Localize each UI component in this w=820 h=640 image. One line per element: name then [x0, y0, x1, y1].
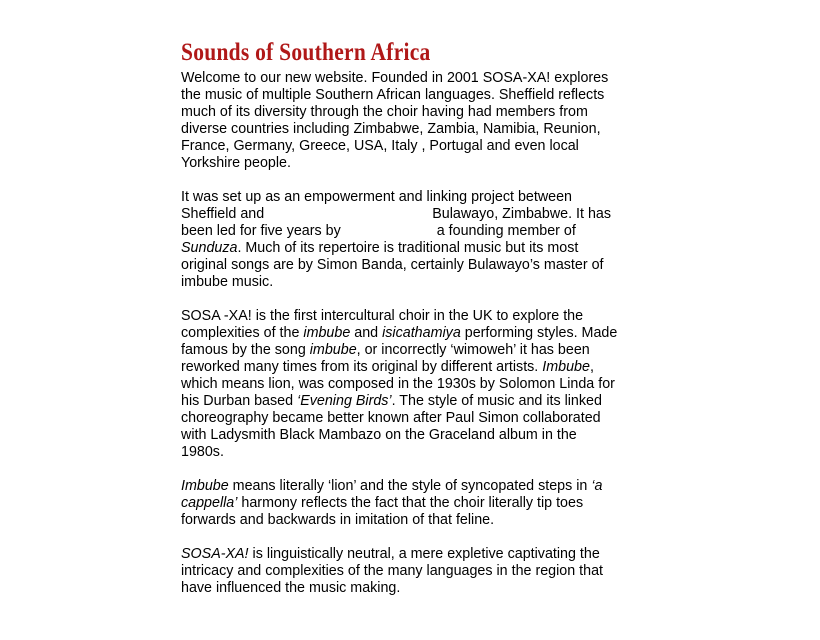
text-line: which means lion, was composed in the 1930s by Solomon Linda for — [181, 376, 615, 392]
imbube-paragraph — [181, 308, 641, 461]
text-run: and — [350, 325, 383, 341]
text-line — [181, 206, 641, 223]
history-paragraph — [181, 189, 641, 291]
text-run: Bulawayo, Zimbabwe. It has — [432, 206, 612, 222]
text-run: famous by the song — [181, 342, 310, 358]
text-run: , — [589, 359, 594, 375]
text-run: performing styles. Made — [460, 325, 618, 341]
text-line: France, Germany, Greece, USA, Italy , Portugal and even local — [181, 138, 579, 154]
text-run: been led for five years by — [181, 223, 341, 239]
text-line — [181, 478, 641, 495]
text-line: much of its diversity through the choir having had members from — [181, 104, 588, 120]
emphasis: Imbube — [181, 478, 229, 494]
text-run: complexities of the — [181, 325, 304, 341]
text-line: with Ladysmith Black Mambazo on the Graceland album in the — [181, 427, 577, 443]
emphasis: Imbube — [542, 359, 590, 375]
text-line: It was set up as an empowerment and linking project between — [181, 189, 573, 205]
text-line: forwards and backwards in imitation of that feline. — [181, 512, 495, 528]
text-line — [181, 342, 641, 359]
text-line: have influenced the music making. — [181, 580, 401, 596]
document-body — [181, 38, 641, 614]
emphasis: SOSA-XA! — [181, 546, 249, 562]
emphasis: ‘a — [591, 478, 603, 494]
text-line: imbube music. — [181, 274, 274, 290]
text-run: means literally ‘lion’ and the style of syncopated steps in — [228, 478, 592, 494]
text-line: 1980s. — [181, 444, 224, 460]
text-line: Yorkshire people. — [181, 155, 291, 171]
text-run: harmony reflects the fact that the choir literally tip toes — [237, 495, 584, 511]
text-line — [181, 393, 641, 410]
emphasis: isicathamiya — [382, 325, 461, 341]
text-run: his Durban based — [181, 393, 298, 409]
text-line — [181, 223, 641, 240]
text-run: . The style of music and its linked — [391, 393, 602, 409]
text-line: diverse countries including Zimbabwe, Zambia, Namibia, Reunion, — [181, 121, 601, 137]
emphasis: imbube — [303, 325, 351, 341]
text-line — [181, 325, 641, 342]
emphasis: cappella’ — [181, 495, 238, 511]
emphasis: Sunduza — [181, 240, 238, 256]
lion-paragraph — [181, 478, 641, 529]
text-run: reworked many times from its original by different artists. — [181, 359, 543, 375]
text-line: intricacy and complexities of the many languages in the region that — [181, 563, 604, 579]
text-line: SOSA -XA! is the first intercultural choir in the UK to explore the — [181, 308, 584, 324]
text-line: Welcome to our new website. Founded in 2001 SOSA-XA! explores — [181, 70, 609, 86]
text-line: the music of multiple Southern African languages. Sheffield reflects — [181, 87, 605, 103]
text-line — [181, 359, 641, 376]
page-title: Sounds of Southern Africa — [181, 39, 431, 66]
name-paragraph — [181, 546, 641, 597]
text-run: a founding member of — [436, 223, 576, 239]
text-line — [181, 546, 641, 563]
emphasis: imbube — [309, 342, 357, 358]
text-run: is linguistically neutral, a mere expletive captivating the — [248, 546, 600, 562]
text-run: Sheffield and — [181, 206, 265, 222]
text-run: , or incorrectly ‘wimoweh’ it has been — [356, 342, 590, 358]
text-line — [181, 495, 641, 512]
intro-paragraph — [181, 70, 641, 172]
text-line: original songs are by Simon Banda, certainly Bulawayo’s master of — [181, 257, 604, 273]
text-run: . Much of its repertoire is traditional music but its most — [237, 240, 579, 256]
text-line: choreography became better known after Paul Simon collaborated — [181, 410, 601, 426]
text-line — [181, 240, 641, 257]
emphasis: ‘Evening Birds’ — [297, 393, 392, 409]
